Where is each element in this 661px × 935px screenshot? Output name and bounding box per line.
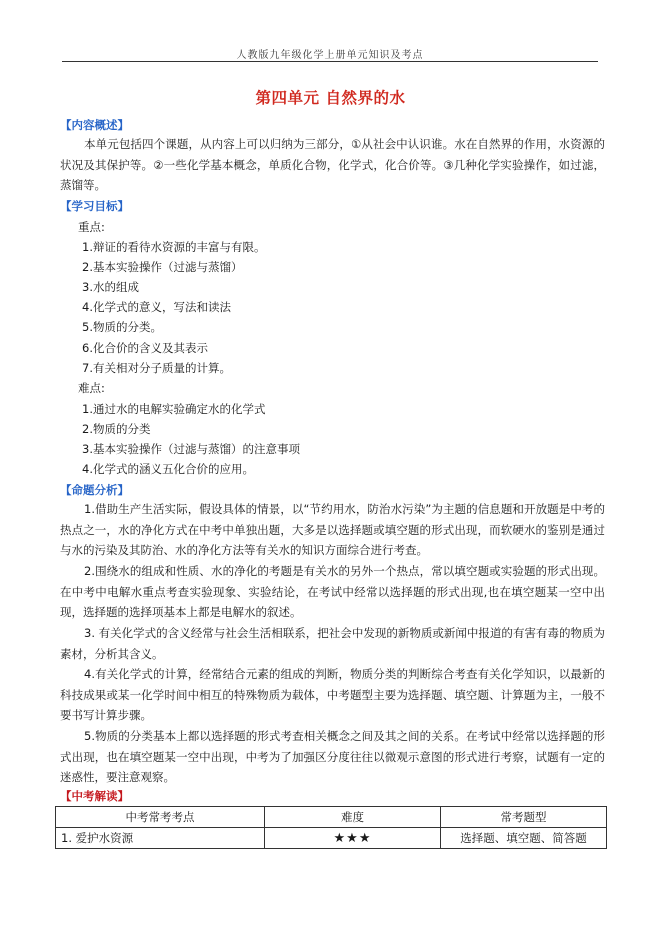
analysis-paragraph: 1.借助生产生活实际，假设具体的情景，以“节约用水，防治水污染”为主题的信息题和开放题是中考的热点之一，水的净化方式在中考中单独出题，大多是以选择题或填空题的形式出现，而软硬水的鉴别是通过与水的污染及其防治、水的净化方法等有关水的知识方面综合进行考查。 [60, 502, 605, 557]
difficulty-stars: ★★★ [265, 828, 441, 849]
key-point-item: 5.物质的分类。 [82, 320, 162, 334]
exam-point-cell: 1. 爱护水资源 [56, 828, 265, 849]
key-point-item: 4.化学式的意义，写法和读法 [82, 300, 231, 314]
difficult-point-item: 2.物质的分类 [82, 422, 151, 436]
key-point-item: 1.辩证的看待水资源的丰富与有限。 [82, 240, 266, 254]
overview-text: 本单元包括四个课题，从内容上可以归纳为三部分，①从社会中认识谁。水在自然界的作用，水资源的状况及其保护等。②一些化学基本概念，单质化合物，化学式，化合价等。③几种化学实验操作，如过滤，蒸馏等。 [60, 137, 605, 192]
difficult-point-item: 3.基本实验操作（过滤与蒸馏）的注意事项 [82, 442, 300, 456]
analysis-paragraph: 4.有关化学式的计算，经常结合元素的组成的判断，物质分类的判断综合考查有关化学知识，以最新的科技成果或某一化学时间中相互的特殊物质为载体，中考题型主要为选择题、填空题、计算题为主，一般不要书写计算步骤。 [60, 667, 605, 722]
exam-points-table [55, 806, 607, 849]
table-row [56, 828, 607, 849]
key-point-item: 2.基本实验操作（过滤与蒸馏） [82, 260, 243, 274]
table-header-row [56, 807, 607, 828]
analysis-paragraph: 5.物质的分类基本上都以选择题的形式考查相关概念之间及其之间的关系。在考试中经常以选择题的形式出现，也在填空题某一空中出现，中考为了加强区分度往往以微观示意图的形式进行考察，试题有一定的迷惑性，要注意观察。 [60, 729, 605, 784]
key-point-item: 6.化合价的含义及其表示 [82, 341, 208, 355]
key-point-item: 7.有关相对分子质量的计算。 [82, 361, 231, 375]
key-point-item: 3.水的组成 [82, 280, 139, 294]
difficult-points-label: 难点: [78, 381, 105, 395]
question-types-cell: 选择题、填空题、简答题 [441, 828, 607, 849]
header-divider [62, 61, 598, 62]
column-header-difficulty: 难度 [265, 807, 441, 828]
analysis-paragraph: 3. 有关化学式的含义经常与社会生活相联系，把社会中发现的新物质或新闻中报道的有害有毒的物质为素材，分析其含义。 [60, 626, 605, 661]
difficult-point-item: 4.化学式的涵义五化合价的应用。 [82, 462, 254, 476]
column-header-point: 中考常考考点 [56, 807, 265, 828]
overview-heading: 【内容概述】 [60, 118, 129, 132]
page-title: 第四单元 自然界的水 [255, 89, 406, 107]
objectives-heading: 【学习目标】 [60, 199, 129, 213]
analysis-paragraph: 2.围绕水的组成和性质、水的净化的考题是有关水的另外一个热点，常以填空题或实验题的形式出现。在中考中电解水重点考查实验现象、实验结论，在考试中经常以选择题的形式出现,也在填空题某一空中出现，选择题的选择项基本上都是电解水的叙述。 [60, 564, 605, 619]
analysis-heading: 【命题分析】 [60, 483, 129, 497]
column-header-types: 常考题型 [441, 807, 607, 828]
exam-heading: 【中考解读】 [60, 789, 129, 803]
difficult-point-item: 1.通过水的电解实验确定水的化学式 [82, 402, 266, 416]
running-header: 人教版九年级化学上册单元知识及考点 [236, 50, 424, 61]
key-points-label: 重点: [78, 220, 105, 234]
